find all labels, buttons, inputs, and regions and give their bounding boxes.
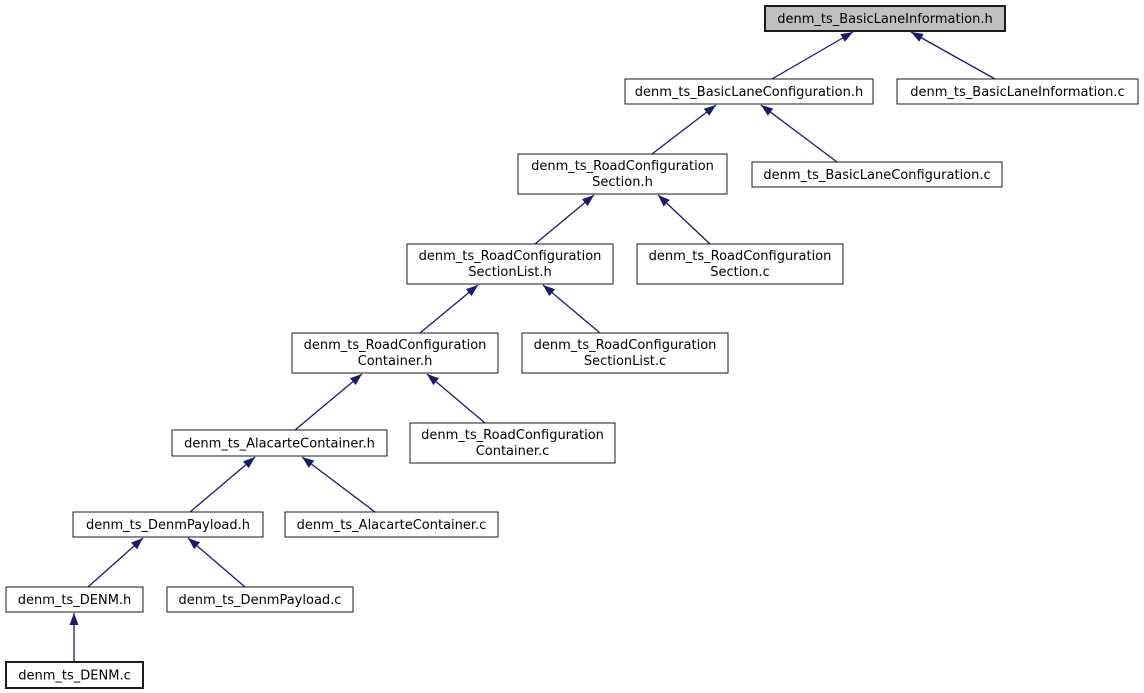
graph-node-denm_ts_DENM.h[interactable]	[6, 587, 143, 612]
node-label-line-2: SectionList.c	[583, 354, 667, 369]
include-edge-n15-n12	[188, 538, 245, 587]
graph-node-denm_ts_RoadConfigurationSection.h[interactable]	[518, 154, 727, 194]
include-edge-n7-n4	[658, 195, 710, 244]
graph-node-denm_ts_BasicLaneInformation.h[interactable]	[765, 6, 1005, 31]
graph-node-denm_ts_BasicLaneInformation.c[interactable]	[897, 79, 1138, 104]
nodes-layer	[6, 6, 1138, 688]
node-label: denm_ts_BasicLaneInformation.c	[910, 85, 1125, 100]
node-label-line-1: denm_ts_RoadConfiguration	[648, 249, 832, 264]
node-label: denm_ts_BasicLaneInformation.h	[777, 12, 993, 27]
node-label: denm_ts_DenmPayload.c	[178, 593, 342, 608]
graph-node-denm_ts_RoadConfigurationSection.c[interactable]	[637, 244, 843, 284]
include-edge-n14-n12	[88, 538, 143, 587]
node-label: denm_ts_DENM.c	[18, 668, 131, 684]
node-label: denm_ts_BasicLaneConfiguration.h	[634, 85, 864, 100]
include-edge-n12-n10	[190, 457, 255, 512]
include-edge-n3-n1	[911, 32, 995, 79]
node-label: denm_ts_DENM.h	[17, 593, 132, 608]
graph-node-denm_ts_BasicLaneConfiguration.c[interactable]	[752, 162, 1002, 187]
include-edge-n13-n10	[302, 457, 375, 512]
graph-node-denm_ts_RoadConfigurationContainer.c[interactable]	[410, 423, 615, 463]
node-label: denm_ts_BasicLaneConfiguration.c	[763, 168, 991, 183]
node-label-line-2: Section.h	[592, 175, 653, 190]
node-label-line-1: denm_ts_RoadConfiguration	[418, 249, 602, 264]
include-edge-n8-n6	[420, 285, 478, 333]
graph-node-denm_ts_DENM.c[interactable]	[6, 662, 143, 688]
graph-node-denm_ts_DenmPayload.c[interactable]	[167, 587, 353, 612]
node-label-line-1: denm_ts_RoadConfiguration	[531, 159, 714, 174]
include-edge-n2-n1	[772, 32, 853, 79]
include-edge-n5-n2	[761, 105, 837, 162]
graph-node-denm_ts_AlacarteContainer.c[interactable]	[285, 512, 498, 537]
include-edge-n4-n2	[652, 105, 716, 154]
node-label-line-2: SectionList.h	[468, 265, 552, 280]
include-edge-n10-n8	[295, 374, 362, 430]
node-label-line-2: Container.h	[357, 354, 433, 369]
include-edge-n6-n4	[535, 195, 594, 244]
node-label-line-2: Section.c	[710, 265, 770, 280]
include-edge-n11-n8	[427, 374, 485, 423]
node-label-line-1: denm_ts_RoadConfiguration	[303, 338, 487, 353]
include-edge-n9-n6	[543, 285, 600, 333]
graph-node-denm_ts_AlacarteContainer.h[interactable]	[172, 430, 387, 456]
node-label-line-1: denm_ts_RoadConfiguration	[533, 338, 717, 353]
node-label: denm_ts_DenmPayload.h	[85, 518, 251, 533]
graph-node-denm_ts_DenmPayload.h[interactable]	[73, 512, 263, 537]
node-label-line-2: Container.c	[475, 444, 550, 459]
graph-node-denm_ts_RoadConfigurationSectionList.h[interactable]	[407, 244, 613, 284]
node-label-line-1: denm_ts_RoadConfiguration	[421, 428, 604, 443]
node-label: denm_ts_AlacarteContainer.c	[296, 518, 487, 533]
graph-node-denm_ts_BasicLaneConfiguration.h[interactable]	[625, 79, 873, 104]
graph-node-denm_ts_RoadConfigurationContainer.h[interactable]	[292, 333, 498, 373]
graph-node-denm_ts_RoadConfigurationSectionList.c[interactable]	[522, 333, 728, 373]
node-label: denm_ts_AlacarteContainer.h	[184, 436, 375, 452]
